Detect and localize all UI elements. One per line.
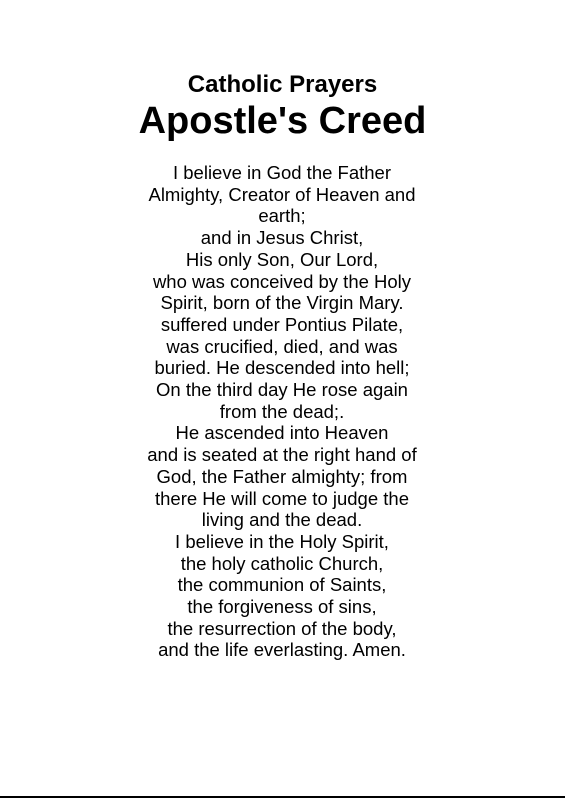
prayer-line: there He will come to judge the [155, 487, 409, 509]
prayer-line: from the dead;. [219, 400, 345, 422]
prayer-line: living and the dead. [201, 509, 363, 531]
prayer-line: I believe in God the Father [172, 162, 392, 183]
prayer-line: buried. He descended into hell; [154, 357, 410, 379]
prayer-line: God, the Father almighty; from [156, 465, 408, 487]
prayer-line: suffered under Pontius Pilate, [160, 313, 404, 335]
prayer-line: who was conceived by the Holy [152, 270, 412, 292]
prayer-line: and the life everlasting. Amen. [158, 639, 406, 661]
prayer-line: On the third day He rose again [156, 379, 408, 401]
bottom-divider [0, 796, 565, 798]
prayer-line: the resurrection of the body, [167, 617, 397, 639]
prayer-line: Spirit, born of the Virgin Mary. [160, 292, 404, 314]
prayer-line: the communion of Saints, [177, 574, 387, 596]
prayer-line: was crucified, died, and was [166, 335, 398, 357]
prayer-text [132, 162, 432, 661]
prayer-line: Almighty, Creator of Heaven and [148, 183, 416, 205]
prayer-line: earth; [258, 205, 306, 227]
prayer-line: the forgiveness of sins, [187, 596, 377, 618]
prayer-line: the holy catholic Church, [180, 552, 384, 574]
prayer-line: He ascended into Heaven [175, 422, 389, 444]
prayer-line: and is seated at the right hand of [147, 444, 417, 466]
page-title: Apostle's Creed [138, 100, 427, 142]
prayer-line: I believe in the Holy Spirit, [175, 530, 389, 552]
page-subtitle: Catholic Prayers [187, 71, 378, 98]
prayer-line: His only Son, Our Lord, [185, 248, 379, 270]
prayer-line: and in Jesus Christ, [200, 227, 364, 249]
